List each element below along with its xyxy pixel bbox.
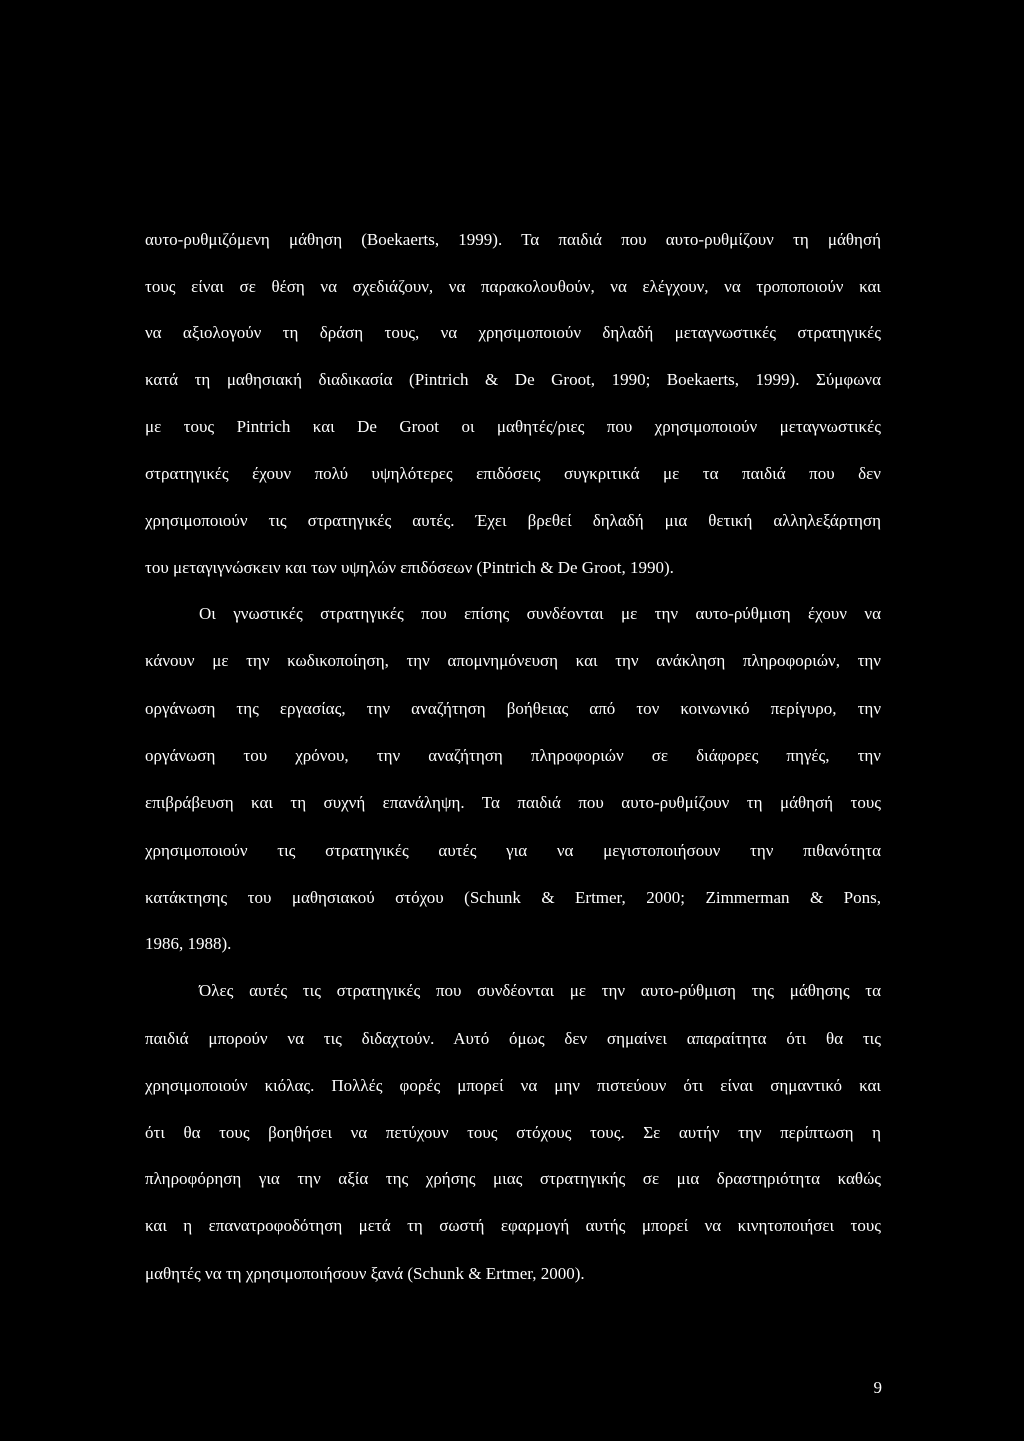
text-line: Οι γνωστικές στρατηγικές που επίσης συνδέονται με την αυτο-ρύθμιση έχουν να — [199, 604, 881, 623]
text-line: παιδιά μπορούν να τις διδαχτούν. Αυτό όμως δεν σημαίνει απαραίτητα ότι θα τις — [145, 1029, 881, 1048]
text-line: με τους Pintrich και De Groot οι μαθητές/ριες που χρησιμοποιούν μεταγνωστικές — [145, 417, 881, 436]
text-line: να αξιολογούν τη δράση τους, να χρησιμοποιούν δηλαδή μεταγνωστικές στρατηγικές — [145, 323, 881, 342]
text-line: αυτο-ρυθμιζόμενη μάθηση (Boekaerts, 1999). Τα παιδιά που αυτο-ρυθμίζουν τη μάθησή — [145, 230, 881, 249]
text-line: μαθητές να τη χρησιμοποιήσουν ξανά (Schunk & Ertmer, 2000). — [145, 1264, 585, 1283]
text-line: στρατηγικές έχουν πολύ υψηλότερες επιδόσεις συγκριτικά με τα παιδιά που δεν — [145, 464, 881, 483]
text-line: ότι θα τους βοηθήσει να πετύχουν τους στόχους τους. Σε αυτήν την περίπτωση η — [145, 1123, 881, 1142]
text-line: οργάνωση της εργασίας, την αναζήτηση βοήθειας από τον κοινωνικό περίγυρο, την — [145, 699, 881, 718]
text-line: 1986, 1988). — [145, 934, 232, 953]
text-line: κατάκτησης του μαθησιακού στόχου (Schunk & Ertmer, 2000; Zimmerman & Pons, — [145, 888, 881, 907]
text-line: Όλες αυτές τις στρατηγικές που συνδέονται με την αυτο-ρύθμιση της μάθησης τα — [199, 981, 881, 1000]
text-line: και η επανατροφοδότηση μετά τη σωστή εφαρμογή αυτής μπορεί να κινητοποιήσει τους — [145, 1216, 881, 1235]
page-number: 9 — [873, 1378, 882, 1397]
text-line: επιβράβευση και τη συχνή επανάληψη. Τα παιδιά που αυτο-ρυθμίζουν τη μάθησή τους — [145, 793, 881, 812]
text-line: πληροφόρηση για την αξία της χρήσης μιας στρατηγικής σε μια δραστηριότητα καθώς — [145, 1169, 881, 1188]
text-line: οργάνωση του χρόνου, την αναζήτηση πληροφοριών σε διάφορες πηγές, την — [145, 746, 881, 765]
text-line: χρησιμοποιούν τις στρατηγικές αυτές για να μεγιστοποιήσουν την πιθανότητα — [145, 841, 881, 860]
text-line: τους είναι σε θέση να σχεδιάζουν, να παρακολουθούν, να ελέγχουν, να τροποποιούν και — [145, 277, 881, 296]
text-line: κάνουν με την κωδικοποίηση, την απομνημόνευση και την ανάκληση πληροφοριών, την — [145, 651, 881, 670]
text-line: χρησιμοποιούν κιόλας. Πολλές φορές μπορεί να μην πιστεύουν ότι είναι σημαντικό και — [145, 1076, 881, 1095]
text-line: του μεταγιγνώσκειν και των υψηλών επιδόσεων (Pintrich & De Groot, 1990). — [145, 558, 674, 577]
text-line: κατά τη μαθησιακή διαδικασία (Pintrich & De Groot, 1990; Boekaerts, 1999). Σύμφωνα — [145, 370, 881, 389]
text-line: χρησιμοποιούν τις στρατηγικές αυτές. Έχει βρεθεί δηλαδή μια θετική αλληλεξάρτηση — [145, 511, 881, 530]
